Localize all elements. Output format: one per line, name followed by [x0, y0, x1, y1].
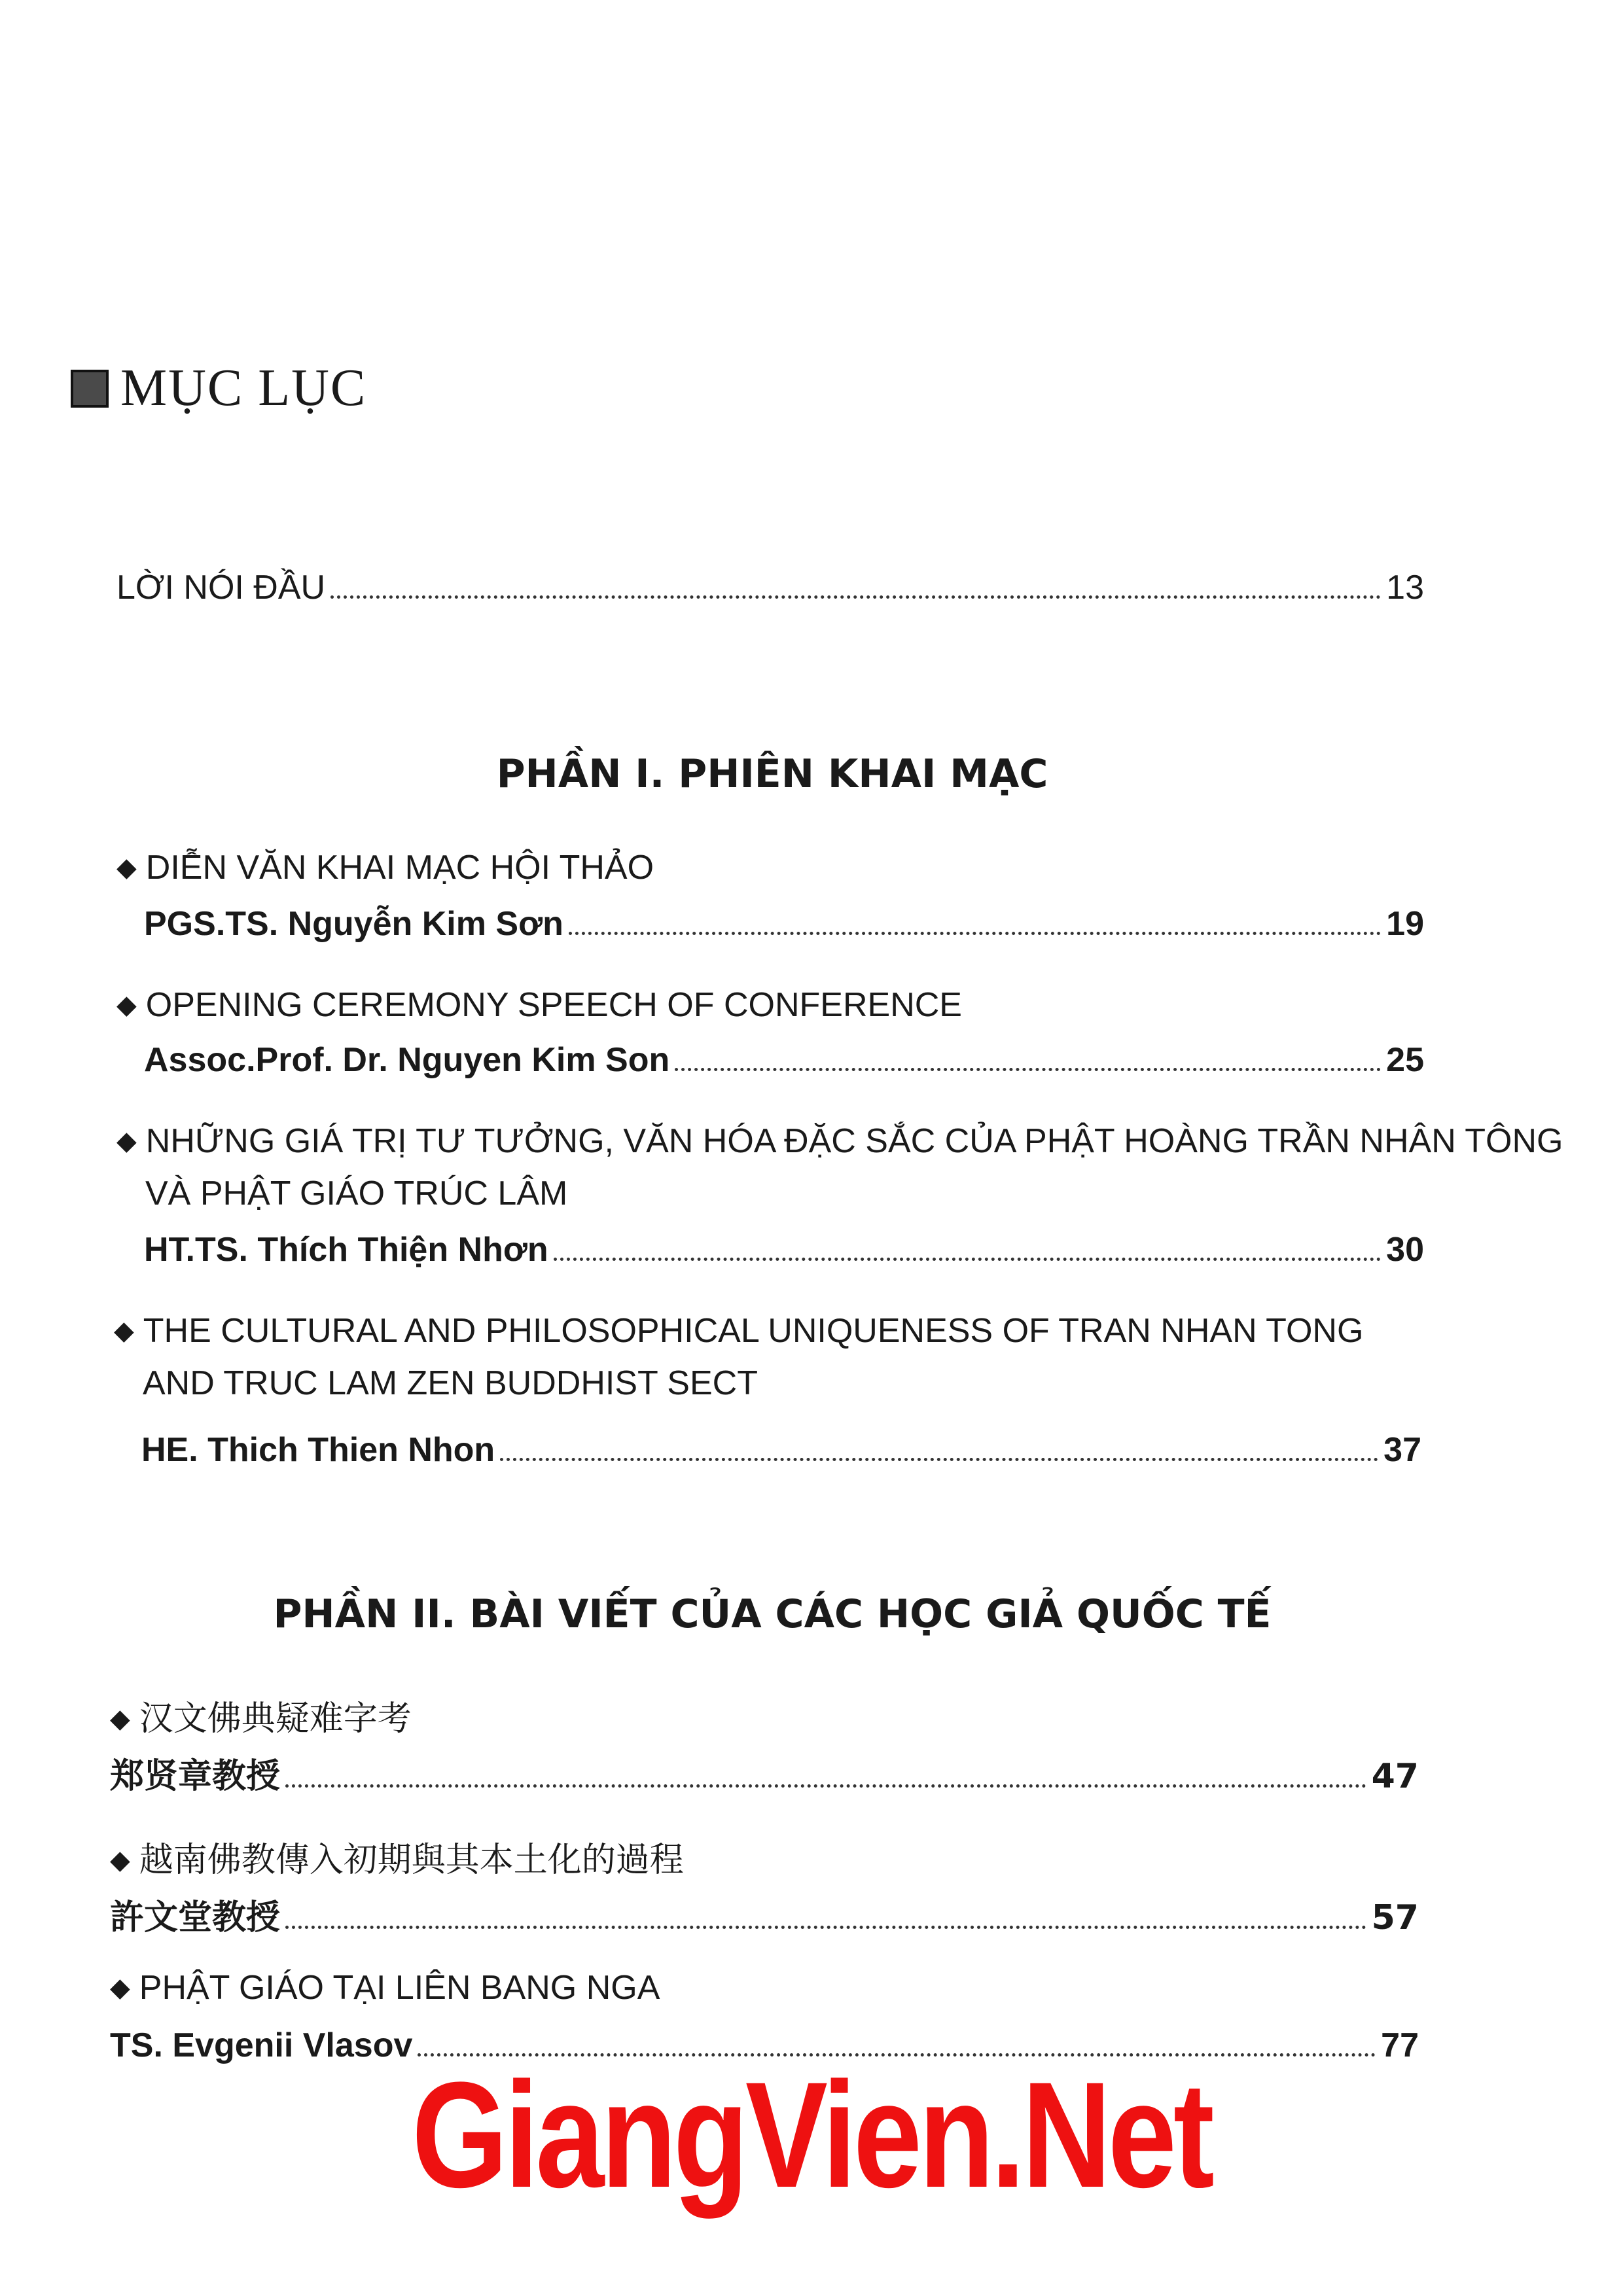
toc-entry-title-continued: AND TRUC LAM ZEN BUDDHIST SECT	[143, 1364, 758, 1402]
dot-leader	[285, 1926, 1366, 1929]
toc-entry-title: ◆ 汉文佛典疑难字考	[110, 1699, 412, 1739]
toc-entry-title: ◆ 越南佛教傳入初期與其本土化的過程	[110, 1841, 684, 1880]
dot-leader	[330, 595, 1381, 599]
dot-leader	[500, 1458, 1378, 1461]
toc-entry-label: LỜI NÓI ĐẦU	[116, 569, 326, 607]
toc-entry-preface[interactable]	[116, 568, 1424, 607]
toc-entry-author: 郑贤章教授	[110, 1757, 281, 1796]
toc-page-number: 30	[1386, 1231, 1424, 1269]
toc-entry-author: PGS.TS. Nguyễn Kim Sơn	[144, 905, 563, 943]
toc-page-number: 19	[1386, 905, 1424, 943]
dot-leader	[285, 1784, 1366, 1788]
diamond-bullet-icon: ◆	[116, 1127, 137, 1156]
toc-page-number: 77	[1381, 2026, 1419, 2064]
section-heading-2: PHẦN II. BÀI VIẾT CỦA CÁC HỌC GIẢ QUỐC TẾ	[273, 1591, 1272, 1637]
toc-entry-title: ◆ NHỮNG GIÁ TRỊ TƯ TƯỞNG, VĂN HÓA ĐẶC SẮC CỦA PHẬT HOÀNG TRẦN NHÂN TÔNG	[116, 1122, 1563, 1160]
toc-entry-author: 許文堂教授	[110, 1898, 281, 1937]
diamond-bullet-icon: ◆	[110, 1845, 130, 1875]
toc-entry-title: ◆ DIỄN VĂN KHAI MẠC HỘI THẢO	[116, 849, 654, 887]
toc-entry-title-continued: VÀ PHẬT GIÁO TRÚC LÂM	[145, 1174, 568, 1212]
toc-entry-author: HT.TS. Thích Thiện Nhơn	[144, 1231, 548, 1269]
page-title	[71, 359, 366, 418]
diamond-bullet-icon: ◆	[116, 991, 137, 1019]
toc-entry-title: ◆ THE CULTURAL AND PHILOSOPHICAL UNIQUENESS OF TRAN NHAN TONG	[114, 1312, 1364, 1350]
toc-entry-author-line[interactable]	[144, 1230, 1424, 1269]
diamond-bullet-icon: ◆	[116, 853, 137, 882]
toc-page-number: 25	[1386, 1041, 1424, 1079]
dot-leader	[569, 932, 1381, 935]
toc-entry-title: ◆ PHẬT GIÁO TẠI LIÊN BANG NGA	[110, 1969, 660, 2007]
toc-entry-author-line[interactable]	[110, 1890, 1419, 1939]
page-title-text: MỤC LỤC	[120, 359, 367, 417]
toc-entry-author: TS. Evgenii Vlasov	[110, 2026, 413, 2064]
dot-leader	[554, 1258, 1382, 1261]
watermark-text: GiangVien.Net	[412, 2051, 1211, 2219]
toc-entry-author-line[interactable]	[110, 1748, 1419, 1797]
diamond-bullet-icon: ◆	[110, 1704, 130, 1734]
toc-page-number: 47	[1371, 1757, 1419, 1796]
toc-entry-author: HE. Thich Thien Nhon	[141, 1431, 495, 1469]
dot-leader	[675, 1068, 1381, 1071]
toc-entry-author-line[interactable]	[144, 1040, 1424, 1080]
toc-entry-author-line[interactable]	[141, 1430, 1421, 1470]
diamond-bullet-icon: ◆	[114, 1316, 134, 1345]
diamond-bullet-icon: ◆	[110, 1973, 130, 2002]
square-bullet-icon	[71, 370, 109, 408]
toc-page-number: 37	[1383, 1431, 1421, 1469]
toc-page-number: 57	[1371, 1898, 1419, 1937]
toc-entry-author-line[interactable]	[144, 904, 1424, 944]
toc-page-number: 13	[1386, 569, 1424, 607]
toc-entry-title: ◆ OPENING CEREMONY SPEECH OF CONFERENCE	[116, 986, 962, 1024]
toc-entry-author: Assoc.Prof. Dr. Nguyen Kim Son	[144, 1041, 670, 1079]
section-heading-1: PHẦN I. PHIÊN KHAI MẠC	[496, 751, 1048, 797]
